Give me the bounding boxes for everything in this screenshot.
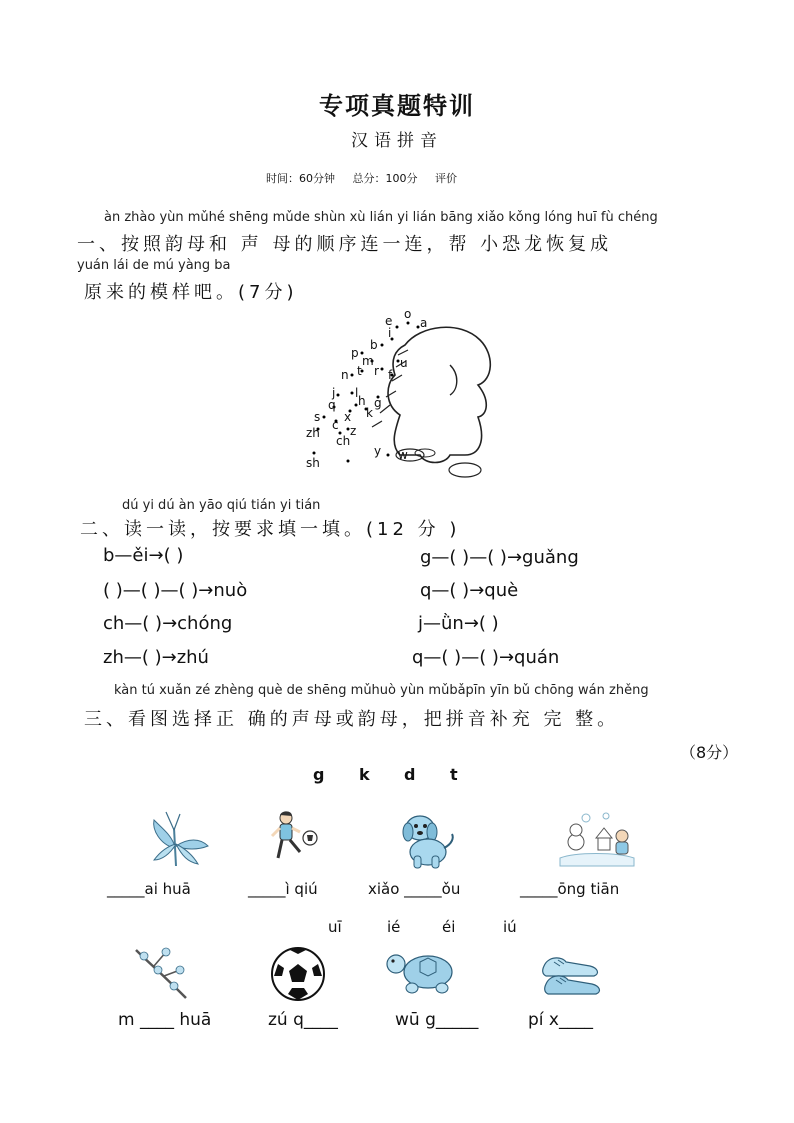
dot-label-y: y bbox=[374, 444, 382, 458]
dot bbox=[407, 322, 410, 325]
q3-answer-5[interactable]: m ____ huā bbox=[118, 1010, 212, 1030]
q3-answer-2[interactable]: _____ì qiú bbox=[248, 880, 318, 898]
dot-label-m: m bbox=[362, 354, 374, 368]
dot-label-zh: zh bbox=[306, 426, 320, 440]
dot bbox=[337, 394, 340, 397]
dot-label-l: l bbox=[355, 386, 359, 400]
dot bbox=[396, 326, 399, 329]
dot-label-w: w bbox=[398, 448, 408, 462]
dot-label-u: u bbox=[400, 356, 408, 370]
dot-label-s: s bbox=[314, 410, 321, 424]
option-k: k bbox=[359, 765, 370, 784]
q2-row3-left[interactable]: ch—( )→chóng bbox=[103, 613, 233, 634]
q3-text: 三、看图选择正 确的声母或韵母，把拼音补充 完 整。 bbox=[84, 709, 620, 730]
exam-meta bbox=[266, 170, 471, 186]
q1-pinyin-line1: àn zhào yùn mǔhé shēng mǔde shùn xù lián yi lián bāng xiǎo kǒng lóng huī fù chéng bbox=[104, 210, 658, 225]
option-iu: iú bbox=[503, 918, 517, 936]
dot-label-n: n bbox=[341, 368, 349, 382]
dot bbox=[387, 454, 390, 457]
dot-label-r: r bbox=[374, 364, 379, 378]
dot-label-sh: sh bbox=[306, 456, 320, 470]
turtle-picture bbox=[384, 944, 460, 1000]
dot-labels bbox=[306, 307, 427, 470]
q1-text-line2: 原来的模样吧。(7分) bbox=[84, 282, 298, 303]
option-g: g bbox=[313, 765, 325, 784]
q2-row1-right[interactable]: g—( )—( )→guǎng bbox=[420, 547, 579, 568]
puppy-picture bbox=[394, 808, 460, 870]
dot-label-h: h bbox=[358, 394, 366, 408]
dot-label-p: p bbox=[351, 346, 359, 360]
grade-label: 评价 bbox=[435, 172, 457, 185]
dot-label-ch: ch bbox=[336, 434, 351, 448]
q3-answer-4[interactable]: _____ōng tiān bbox=[520, 880, 620, 898]
q2-row1-left[interactable]: b—ěi→( ) bbox=[103, 545, 184, 566]
dot bbox=[351, 392, 354, 395]
dot-label-b: b bbox=[370, 338, 378, 352]
q3-answer-6[interactable]: zú q____ bbox=[268, 1010, 338, 1030]
option-ie: ié bbox=[387, 918, 401, 936]
dot bbox=[381, 368, 384, 371]
q2-row2-right[interactable]: q—( )→què bbox=[420, 580, 519, 601]
dot-label-f: f bbox=[388, 368, 393, 382]
soccer-ball-picture bbox=[270, 946, 326, 1002]
option-ui: uī bbox=[328, 918, 342, 936]
option-t: t bbox=[450, 765, 458, 784]
q2-row4-right[interactable]: q—( )—( )→quán bbox=[412, 647, 560, 668]
q2-row2-left[interactable]: ( )—( )—( )→nuò bbox=[103, 580, 248, 601]
boy-kicking-ball-picture bbox=[266, 808, 328, 870]
q3-answer-3[interactable]: xiǎo _____ǒu bbox=[368, 880, 461, 898]
page-subtitle: 汉语拼音 bbox=[351, 131, 443, 151]
option-ei: éi bbox=[442, 918, 456, 936]
snow-scene-picture bbox=[556, 808, 636, 868]
q3-answer-7[interactable]: wū g_____ bbox=[395, 1010, 479, 1030]
dot-label-q: q bbox=[328, 398, 336, 412]
q2-row4-left[interactable]: zh—( )→zhú bbox=[103, 647, 209, 668]
q1-text-line1: 一、按照韵母和 声 母的顺序连一连，帮 小恐龙恢复成 bbox=[77, 234, 613, 255]
dot-label-o: o bbox=[404, 307, 412, 321]
page-title: 专项真题特训 bbox=[319, 92, 475, 120]
dot-label-z: z bbox=[350, 424, 357, 438]
dot-label-x: x bbox=[344, 410, 352, 424]
q3-score: （8分） bbox=[680, 743, 739, 762]
plum-blossom-picture bbox=[130, 942, 192, 1004]
dot-label-e: e bbox=[385, 314, 393, 328]
dot bbox=[323, 416, 326, 419]
flower-picture bbox=[140, 808, 212, 870]
q3-pinyin: kàn tú xuǎn zé zhèng què de shēng mǔhuò yùn mǔbǎpīn yīn bǔ chōng wán zhěng bbox=[114, 683, 649, 698]
dot-label-c: c bbox=[332, 418, 339, 432]
q3-answer-1[interactable]: _____ai huā bbox=[107, 880, 191, 898]
total-score-label: 总分：100分 bbox=[352, 172, 418, 185]
dot bbox=[347, 460, 350, 463]
shoes-picture bbox=[538, 944, 606, 1000]
dot bbox=[381, 344, 384, 347]
dot-label-t: t bbox=[357, 364, 362, 378]
dot-label-a: a bbox=[420, 316, 428, 330]
option-d: d bbox=[404, 765, 416, 784]
q2-pinyin: dú yi dú àn yāo qiú tián yi tián bbox=[122, 498, 321, 513]
dot bbox=[351, 374, 354, 377]
time-label: 时间：60分钟 bbox=[266, 172, 335, 185]
dot bbox=[313, 452, 316, 455]
dot-label-g: g bbox=[374, 396, 382, 410]
q3-answer-8[interactable]: pí x____ bbox=[528, 1010, 593, 1030]
q1-pinyin-line2: yuán lái de mú yàng ba bbox=[77, 258, 231, 273]
q2-text: 二、读一读，按要求填一填。(12 分 ) bbox=[80, 519, 461, 540]
dot-label-i: i bbox=[388, 326, 392, 340]
dot-label-k: k bbox=[366, 406, 373, 420]
dinosaur-dot-picture bbox=[300, 305, 500, 485]
q2-row3-right[interactable]: j—ǜn→( ) bbox=[418, 613, 499, 634]
dot-label-j: j bbox=[332, 386, 336, 400]
